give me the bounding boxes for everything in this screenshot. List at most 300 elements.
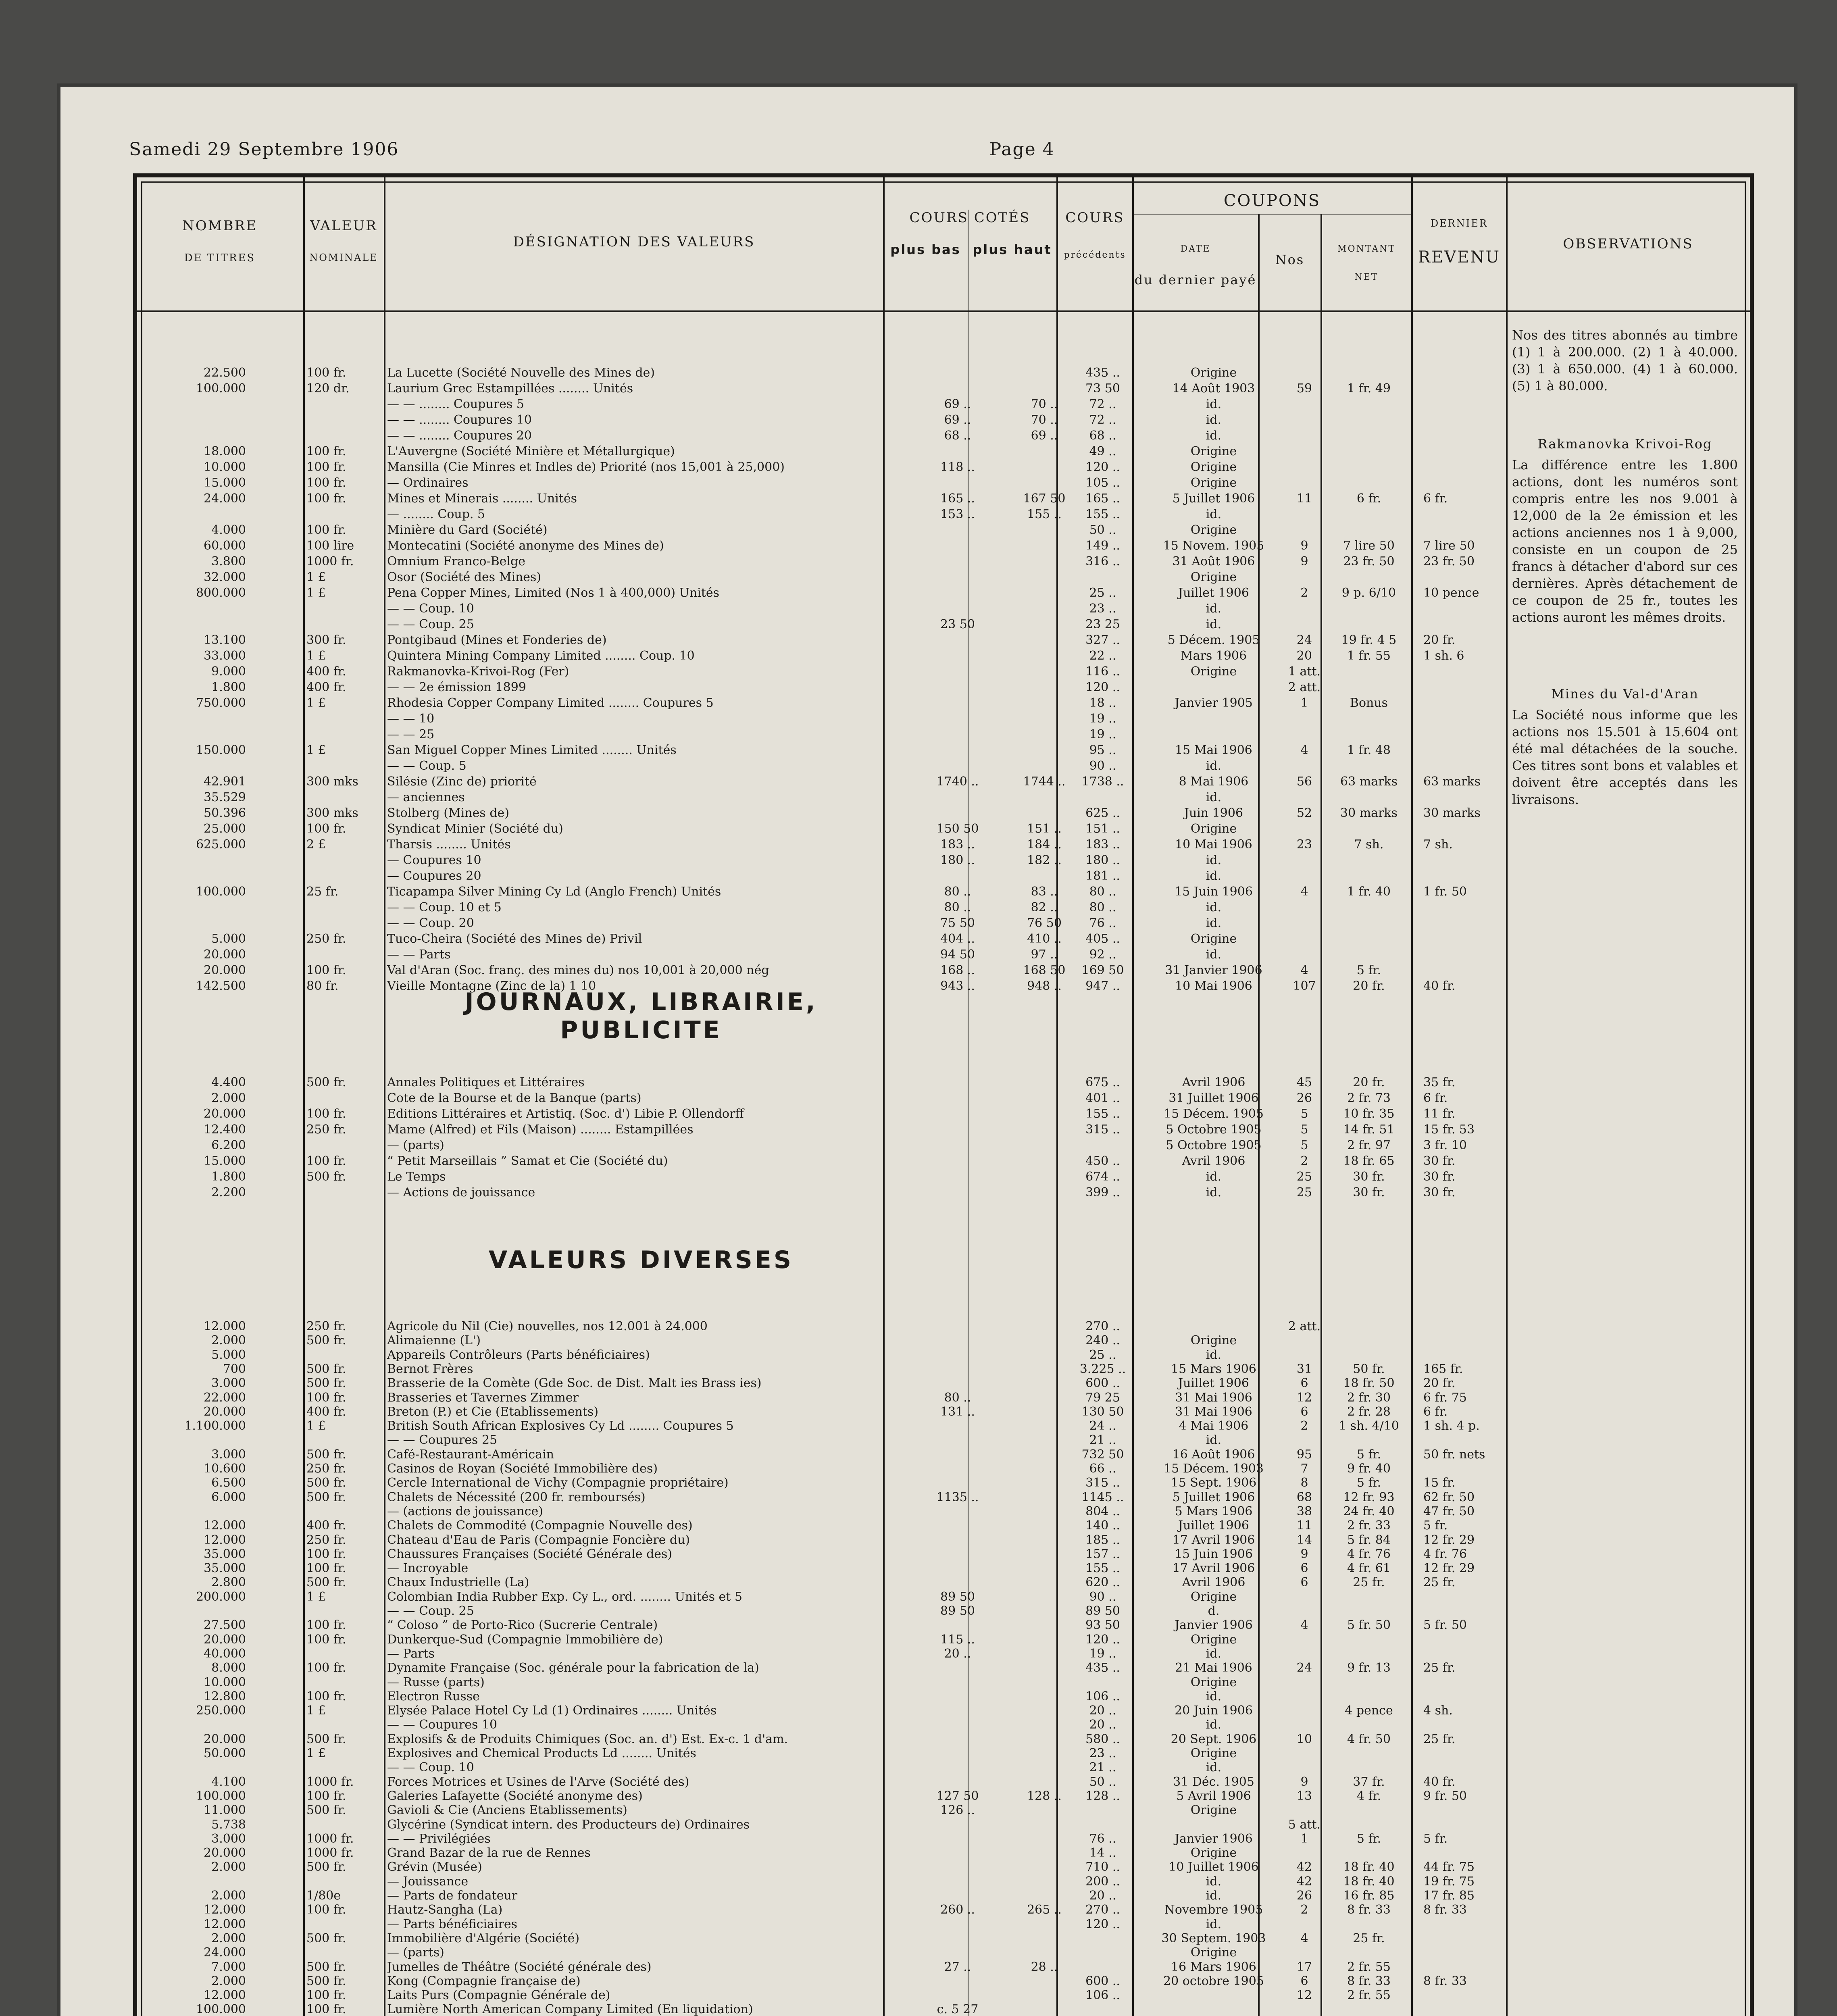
cell-des: Lumière North American Company Limited (En liquidation): [387, 2002, 753, 2016]
cell-des: Colombian India Rubber Exp. Cy L., ord. ........ Unités et 5: [387, 1589, 742, 1604]
cell-des: Brasseries et Tavernes Zimmer: [387, 1390, 579, 1405]
cell-date: 15 Décem. 1905: [1164, 1107, 1264, 1121]
cell-no: 2: [1300, 1419, 1308, 1433]
cell-val: 100 fr.: [306, 1689, 346, 1704]
cell-date: 10 Juillet 1906: [1168, 1860, 1259, 1874]
header-date: Samedi 29 Septembre 1906: [129, 139, 399, 160]
cell-val: 25 fr.: [306, 885, 339, 899]
cell-rev: 25 fr.: [1423, 1732, 1456, 1746]
cell-mont: 18 fr. 40: [1343, 1874, 1395, 1889]
cell-cours: 120 ..: [1085, 680, 1120, 694]
cell-val: 500 fr.: [306, 1376, 346, 1391]
cell-date: Origine: [1190, 1803, 1237, 1818]
cell-bas: 80 ..: [944, 900, 971, 914]
cell-mont: 1 fr. 40: [1347, 885, 1391, 899]
cell-rev: 30 fr.: [1423, 1170, 1456, 1184]
cell-nb: 20.000: [204, 1107, 246, 1121]
cell-cours: 149 ..: [1085, 539, 1120, 553]
cell-val: 500 fr.: [306, 1075, 346, 1089]
cell-date: id.: [1206, 948, 1222, 962]
cell-cours: 90 ..: [1089, 1589, 1116, 1604]
col-head-plus-bas: plus bas: [890, 242, 961, 257]
cell-cours: 155 ..: [1085, 1107, 1120, 1121]
cell-bas: 153 ..: [940, 507, 975, 521]
cell-no: 5: [1300, 1107, 1308, 1121]
cell-cours: 50 ..: [1089, 523, 1116, 537]
cell-nb: 5.738: [211, 1817, 246, 1832]
section-journaux-title: JOURNAUX, LIBRAIRIE, PUBLICITE: [464, 988, 818, 1044]
cell-date: 8 Mai 1906: [1179, 775, 1249, 789]
cell-rev: 3 fr. 10: [1423, 1138, 1467, 1152]
cell-bas: 75 50: [940, 916, 975, 930]
cell-nb: 2.200: [211, 1185, 246, 1200]
cell-mont: 2 fr. 73: [1347, 1091, 1391, 1105]
cell-des: — — Coup. 25: [387, 1604, 474, 1618]
cell-mont: 1 fr. 55: [1347, 649, 1391, 663]
cell-mont: 8 fr. 33: [1347, 1903, 1391, 1917]
cell-nb: 100.000: [196, 885, 246, 899]
cell-no: 2 att.: [1288, 1319, 1321, 1333]
cell-des: Chaux Industrielle (La): [387, 1575, 529, 1590]
cell-date: 15 Mai 1906: [1175, 743, 1252, 757]
cell-date: Janvier 1906: [1175, 1618, 1253, 1633]
cell-nb: 25.000: [204, 822, 246, 836]
cell-cours: 106 ..: [1085, 1988, 1120, 2003]
cell-nb: 3.000: [211, 1376, 246, 1391]
cell-cours: 157 ..: [1085, 1547, 1120, 1561]
cell-cours: 66 ..: [1089, 1462, 1116, 1476]
cell-val: 100 fr.: [306, 1561, 346, 1576]
cell-nb: 12.000: [204, 1917, 246, 1931]
cell-val: 250 fr.: [306, 1319, 346, 1333]
cell-nb: 35.000: [204, 1561, 246, 1576]
cell-bas: 168 ..: [940, 963, 975, 977]
cell-rev: 1 fr. 50: [1423, 885, 1467, 899]
cell-haut: 167 50: [1023, 492, 1066, 506]
cell-no: 6: [1300, 1404, 1308, 1419]
cell-haut: 76 50: [1027, 916, 1062, 930]
cell-date: id.: [1206, 507, 1222, 521]
cell-des: Editions Littéraires et Artistiq. (Soc. d') Libie P. Ollendorff: [387, 1107, 744, 1121]
cell-cours: 435 ..: [1085, 366, 1120, 380]
cell-nb: 4.100: [211, 1774, 246, 1789]
cell-val: 100 fr.: [306, 1661, 346, 1675]
cell-date: Juillet 1906: [1178, 1376, 1249, 1391]
cell-cours: 79 25: [1085, 1390, 1120, 1405]
cell-cours: 140 ..: [1085, 1518, 1120, 1533]
cell-no: 4: [1300, 743, 1308, 757]
cell-no: 1: [1300, 696, 1308, 710]
cell-nb: 24.000: [204, 492, 246, 506]
cell-des: Brasserie de la Comète (Gde Soc. de Dist. Malt ies Brass ies): [387, 1376, 762, 1391]
cell-cours: 625 ..: [1085, 806, 1120, 820]
cell-haut: 184 ..: [1027, 837, 1062, 852]
cell-cours: 315 ..: [1085, 1476, 1120, 1490]
cell-no: 95: [1296, 1447, 1312, 1462]
cell-no: 59: [1296, 381, 1312, 396]
cell-nb: 3.800: [211, 554, 246, 569]
cell-val: 100 fr.: [306, 1789, 346, 1803]
cell-nb: 1.100.000: [184, 1419, 246, 1433]
cell-cours: 23 ..: [1089, 602, 1116, 616]
cell-date: d.: [1208, 1604, 1220, 1618]
cell-no: 31: [1296, 1362, 1312, 1376]
cell-mont: 1 fr. 49: [1347, 381, 1391, 396]
cell-mont: 2 fr. 55: [1347, 1988, 1391, 2003]
cell-des: — — Coup. 10: [387, 1760, 474, 1775]
cell-mont: 50 fr.: [1353, 1362, 1385, 1376]
observation-text: La différence entre les 1.800 actions, dont les numéros sont compris entre les nos 9.001 à 12,000 de la 2e émission et les actions anciennes nos 1 à 9,000, consiste en un coupon de 25 francs à détacher d'abord sur ces dernières. Après détachement de ce coupon de 25 fr., toutes les actions auront les mêmes droits.: [1512, 457, 1738, 625]
cell-date: 31 Août 1906: [1172, 554, 1255, 569]
cell-des: Galeries Lafayette (Société anonyme des): [387, 1789, 643, 1803]
page-header: [129, 139, 1726, 160]
cell-haut: 128 ..: [1027, 1789, 1062, 1803]
cell-cours: 68 ..: [1089, 429, 1116, 443]
cell-date: 31 Mai 1906: [1175, 1390, 1252, 1405]
cell-mont: 30 fr.: [1353, 1185, 1385, 1200]
cell-cours: 600 ..: [1085, 1974, 1120, 1988]
cell-mont: 8 fr. 33: [1347, 1974, 1391, 1988]
cell-des: Rakmanovka-Krivoi-Rog (Fer): [387, 664, 569, 679]
cell-cours: 14 ..: [1089, 1846, 1116, 1860]
cell-nb: 20.000: [204, 963, 246, 977]
cell-cours: 50 ..: [1089, 1774, 1116, 1789]
cell-date: Origine: [1190, 460, 1237, 474]
cell-mont: 25 fr.: [1353, 1931, 1385, 1945]
cell-des: Tharsis ........ Unités: [387, 837, 511, 852]
cell-cours: 732 50: [1081, 1447, 1124, 1462]
cell-rev: 4 sh.: [1423, 1704, 1453, 1718]
cell-cours: 180 ..: [1085, 853, 1120, 867]
cell-bas: 94 50: [940, 948, 975, 962]
cell-no: 9: [1300, 1547, 1308, 1561]
cell-no: 1 att.: [1288, 664, 1321, 679]
cell-date: Juillet 1906: [1178, 586, 1249, 600]
coupons-rule: [1132, 214, 1411, 215]
cell-haut: 151 ..: [1027, 822, 1062, 836]
cell-mont: 5 fr.: [1356, 1831, 1381, 1846]
cell-val: 1000 fr.: [306, 554, 354, 569]
cell-cours: 23 25: [1085, 617, 1120, 631]
cell-nb: 42.901: [204, 775, 246, 789]
cell-val: 300 fr.: [306, 633, 346, 647]
cell-val: 1000 fr.: [306, 1846, 354, 1860]
cell-haut: 70 ..: [1031, 413, 1058, 427]
cell-date: id.: [1206, 1689, 1222, 1704]
cell-cours: 270 ..: [1085, 1319, 1120, 1333]
cell-haut: 70 ..: [1031, 397, 1058, 411]
cell-des: Explosives and Chemical Products Ld ........ Unités: [387, 1746, 696, 1760]
cell-mont: 18 fr. 65: [1343, 1154, 1395, 1168]
cell-val: 100 fr.: [306, 460, 346, 474]
cell-nb: 20.000: [204, 1732, 246, 1746]
cell-mont: 12 fr. 93: [1343, 1490, 1395, 1504]
cell-bas: 68 ..: [944, 429, 971, 443]
cell-des: Osor (Société des Mines): [387, 570, 542, 584]
cell-date: Origine: [1190, 1589, 1237, 1604]
cell-date: Mars 1906: [1180, 649, 1247, 663]
cell-nb: 12.000: [204, 1319, 246, 1333]
cell-mont: 20 fr.: [1353, 1075, 1385, 1089]
cell-des: Vieille Montagne (Zinc de la) 1 10: [387, 979, 596, 993]
cell-des: — Parts bénéficiaires: [387, 1917, 517, 1931]
cell-bas: 115 ..: [940, 1632, 975, 1647]
cell-date: 31 Mai 1906: [1175, 1404, 1252, 1419]
cell-bas: 69 ..: [944, 413, 971, 427]
cell-val: 250 fr.: [306, 1123, 346, 1137]
cell-haut: 265 ..: [1027, 1903, 1062, 1917]
cell-val: 100 fr.: [306, 2002, 346, 2016]
cell-val: 500 fr.: [306, 1931, 346, 1945]
cell-date: 17 Avril 1906: [1172, 1533, 1255, 1547]
cell-des: “ Coloso ” de Porto-Rico (Sucrerie Centrale): [387, 1618, 658, 1633]
cell-rev: 8 fr. 33: [1423, 1974, 1467, 1988]
cell-des: — Coupures 20: [387, 869, 481, 883]
cell-haut: 948 ..: [1027, 979, 1062, 993]
cell-val: 500 fr.: [306, 1490, 346, 1504]
cell-no: 4: [1300, 1618, 1308, 1633]
cell-date: 15 Décem. 1903: [1164, 1462, 1264, 1476]
cell-no: 25: [1296, 1170, 1312, 1184]
cell-des: L'Auvergne (Société Minière et Métallurgique): [387, 444, 675, 458]
cell-cours: 92 ..: [1089, 948, 1116, 962]
cell-cours: 128 ..: [1085, 1789, 1120, 1803]
cell-date: id.: [1206, 790, 1222, 804]
cell-des: Elysée Palace Hotel Cy Ld (1) Ordinaires ........ Unités: [387, 1704, 717, 1718]
cell-cours: 185 ..: [1085, 1533, 1120, 1547]
col-head-revenu: REVENU: [1418, 248, 1501, 267]
observation-text: La Société nous informe que les actions nos 15.501 à 15.604 ont été mal détachées de la souche. Ces titres sont bons et valables et doivent être acceptés dans les livraisons.: [1512, 707, 1738, 807]
cell-haut: 69 ..: [1031, 429, 1058, 443]
cell-val: 1 £: [306, 649, 326, 663]
cell-rev: 5 fr.: [1423, 1831, 1448, 1846]
cell-val: 100 fr.: [306, 1107, 346, 1121]
cell-haut: 182 ..: [1027, 853, 1062, 867]
cell-cours: 90 ..: [1089, 759, 1116, 773]
cell-mont: 5 fr. 84: [1347, 1533, 1391, 1547]
cell-val: 400 fr.: [306, 680, 346, 694]
cell-cours: 155 ..: [1085, 1561, 1120, 1576]
cell-cours: 80 ..: [1089, 885, 1116, 899]
cell-des: Jumelles de Théâtre (Société générale des): [387, 1960, 652, 1974]
cell-des: Laurium Grec Estampillées ........ Unités: [387, 381, 633, 396]
cell-nb: 625.000: [196, 837, 246, 852]
cell-mont: 2 fr. 55: [1347, 1960, 1391, 1974]
cell-date: 5 Mars 1906: [1175, 1504, 1253, 1518]
cell-no: 11: [1296, 1518, 1312, 1533]
cell-nb: 1.800: [211, 1170, 246, 1184]
cell-haut: 28 ..: [1031, 1960, 1058, 1974]
cell-no: 5 att.: [1288, 1817, 1321, 1832]
cell-cours: 76 ..: [1089, 1831, 1116, 1846]
cell-des: Chalets de Commodité (Compagnie Nouvelle des): [387, 1518, 693, 1533]
cell-date: id.: [1206, 1889, 1222, 1903]
cell-no: 12: [1296, 1390, 1312, 1405]
cell-nb: 100.000: [196, 2002, 246, 2016]
cell-rev: 63 marks: [1423, 775, 1481, 789]
col-head-no: Nos: [1275, 252, 1305, 267]
cell-mont: 18 fr. 50: [1343, 1376, 1395, 1391]
cell-rev: 6 fr.: [1423, 1404, 1448, 1419]
cell-date: Janvier 1906: [1175, 1831, 1253, 1846]
cell-date: Origine: [1190, 1846, 1237, 1860]
cell-mont: 4 fr. 61: [1347, 1561, 1391, 1576]
cell-no: 2: [1300, 1154, 1308, 1168]
cell-des: Quintera Mining Company Limited ........ Coup. 10: [387, 649, 695, 663]
cell-haut: 155 ..: [1027, 507, 1062, 521]
cell-val: 1 £: [306, 1419, 326, 1433]
cell-no: 6: [1300, 1575, 1308, 1590]
cell-cours: 240 ..: [1085, 1333, 1120, 1348]
cell-nb: 100.000: [196, 381, 246, 396]
cell-nb: 13.100: [204, 633, 246, 647]
cell-mont: 25 fr.: [1353, 1575, 1385, 1590]
cell-val: 1 £: [306, 743, 326, 757]
cell-bas: 127 50: [936, 1789, 979, 1803]
cell-mont: 4 pence: [1345, 1704, 1393, 1718]
col-head-de-titres: DE TITRES: [184, 252, 256, 264]
cell-val: 100 fr.: [306, 1988, 346, 2003]
cell-val: 500 fr.: [306, 1974, 346, 1988]
cell-rev: 50 fr. nets: [1423, 1447, 1485, 1462]
cell-val: 1 £: [306, 1746, 326, 1760]
cell-des: Casinos de Royan (Société Immobilière des): [387, 1462, 658, 1476]
cell-rev: 15 fr.: [1423, 1476, 1456, 1490]
cell-no: 42: [1296, 1874, 1312, 1889]
col-divider: [384, 177, 385, 2016]
cell-nb: 8.000: [211, 1661, 246, 1675]
cell-cours: 93 50: [1085, 1618, 1120, 1633]
cell-des: Annales Politiques et Littéraires: [387, 1075, 585, 1089]
col-head-cours: COURS: [1065, 210, 1125, 226]
cell-haut: 83 ..: [1031, 885, 1058, 899]
header-page-number: Page 4: [989, 139, 1055, 160]
cell-no: 68: [1296, 1490, 1312, 1504]
cell-nb: 20.000: [204, 1846, 246, 1860]
cell-date: 5 Octobre 1905: [1166, 1123, 1262, 1137]
cell-date: id.: [1206, 1646, 1222, 1661]
cell-rev: 1 sh. 6: [1423, 649, 1464, 663]
cell-date: 30 Septem. 1903: [1161, 1931, 1266, 1945]
cell-date: 20 octobre 1905: [1163, 1974, 1264, 1988]
cell-nb: 3.000: [211, 1447, 246, 1462]
cell-rev: 20 fr.: [1423, 633, 1456, 647]
cell-mont: 1 sh. 4/10: [1339, 1419, 1399, 1433]
cell-bas: 23 50: [940, 617, 975, 631]
cell-date: 10 Mai 1906: [1175, 837, 1252, 852]
cell-cours: 25 ..: [1089, 586, 1116, 600]
cell-cours: 270 ..: [1085, 1903, 1120, 1917]
cell-nb: 10.000: [204, 460, 246, 474]
cell-nb: 10.000: [204, 1675, 246, 1689]
cell-des: — Parts: [387, 1646, 435, 1661]
cell-rev: 10 pence: [1423, 586, 1479, 600]
cell-date: id.: [1206, 916, 1222, 930]
cell-nb: 15.000: [204, 1154, 246, 1168]
cell-cours: 76 ..: [1089, 916, 1116, 930]
cell-val: 500 fr.: [306, 1362, 346, 1376]
cell-des: Grévin (Musée): [387, 1860, 482, 1874]
cell-val: 500 fr.: [306, 1860, 346, 1874]
cell-val: 500 fr.: [306, 1803, 346, 1818]
cell-des: — — 2e émission 1899: [387, 680, 526, 694]
cell-cours: 105 ..: [1085, 476, 1120, 490]
cell-no: 52: [1296, 806, 1312, 820]
cell-mont: 4 fr.: [1356, 1789, 1381, 1803]
cell-mont: 7 sh.: [1354, 837, 1384, 852]
cell-date: Avril 1906: [1182, 1575, 1245, 1590]
cell-date: id.: [1206, 413, 1222, 427]
cell-mont: 30 fr.: [1353, 1170, 1385, 1184]
cell-date: Avril 1906: [1182, 1154, 1245, 1168]
cell-des: Rhodesia Copper Company Limited ........ Coupures 5: [387, 696, 714, 710]
col-head-date: DATE: [1180, 244, 1211, 254]
cell-no: 2 att.: [1288, 680, 1321, 694]
cell-nb: 2.000: [211, 1333, 246, 1348]
cell-mont: 16 fr. 85: [1343, 1889, 1395, 1903]
cell-date: 10 Mai 1906: [1175, 979, 1252, 993]
cell-date: Avril 1906: [1182, 1075, 1245, 1089]
cell-bas: c. 5 27: [937, 2002, 979, 2016]
cell-val: 2 £: [306, 837, 326, 852]
cell-haut: 1744 ..: [1023, 775, 1066, 789]
cell-val: 500 fr.: [306, 1732, 346, 1746]
cell-des: — — ........ Coupures 20: [387, 429, 532, 443]
cell-date: 17 Avril 1906: [1172, 1561, 1255, 1576]
cell-val: 100 lire: [306, 539, 354, 553]
cell-des: Syndicat Minier (Société du): [387, 822, 563, 836]
cell-rev: 15 fr. 53: [1423, 1123, 1475, 1137]
col-divider: [1056, 177, 1058, 2016]
cell-haut: 82 ..: [1031, 900, 1058, 914]
cell-date: 31 Déc. 1905: [1173, 1774, 1254, 1789]
cell-cours: 73 50: [1085, 381, 1120, 396]
cell-nb: 5.000: [211, 1347, 246, 1362]
cell-val: 80 fr.: [306, 979, 339, 993]
cell-bas: 260 ..: [940, 1903, 975, 1917]
cell-nb: 2.000: [211, 1889, 246, 1903]
cell-cours: 19 ..: [1089, 712, 1116, 726]
cell-date: 4 Mai 1906: [1179, 1419, 1249, 1433]
cell-date: 14 Août 1903: [1172, 381, 1255, 396]
cell-no: 56: [1296, 775, 1312, 789]
cell-des: Le Temps: [387, 1170, 446, 1184]
observation-title: Rakmanovka Krivoi-Rog: [1537, 436, 1712, 452]
cell-date: Origine: [1190, 1945, 1237, 1960]
cell-date: 16 Mars 1906: [1171, 1960, 1256, 1974]
cell-bas: 1135 ..: [936, 1490, 979, 1504]
col-head-designation: DÉSIGNATION DES VALEURS: [513, 234, 755, 250]
cell-nb: 7.000: [211, 1960, 246, 1974]
cell-nb: 750.000: [196, 696, 246, 710]
cell-des: Cercle International de Vichy (Compagnie propriétaire): [387, 1476, 729, 1490]
cell-date: Origine: [1190, 822, 1237, 836]
cell-nb: 150.000: [196, 743, 246, 757]
observation-note: [1512, 685, 1738, 817]
cell-val: 500 fr.: [306, 1333, 346, 1348]
cell-mont: 30 marks: [1340, 806, 1398, 820]
cell-nb: 22.500: [204, 366, 246, 380]
cell-cours: 20 ..: [1089, 1718, 1116, 1732]
cell-mont: 2 fr. 28: [1347, 1404, 1391, 1419]
cell-date: 15 Mars 1906: [1171, 1362, 1256, 1376]
cell-val: 1 £: [306, 696, 326, 710]
cell-date: 21 Mai 1906: [1175, 1661, 1252, 1675]
cell-nb: 18.000: [204, 444, 246, 458]
cell-nb: 2.000: [211, 1974, 246, 1988]
cell-nb: 22.000: [204, 1390, 246, 1405]
cell-no: 26: [1296, 1889, 1312, 1903]
